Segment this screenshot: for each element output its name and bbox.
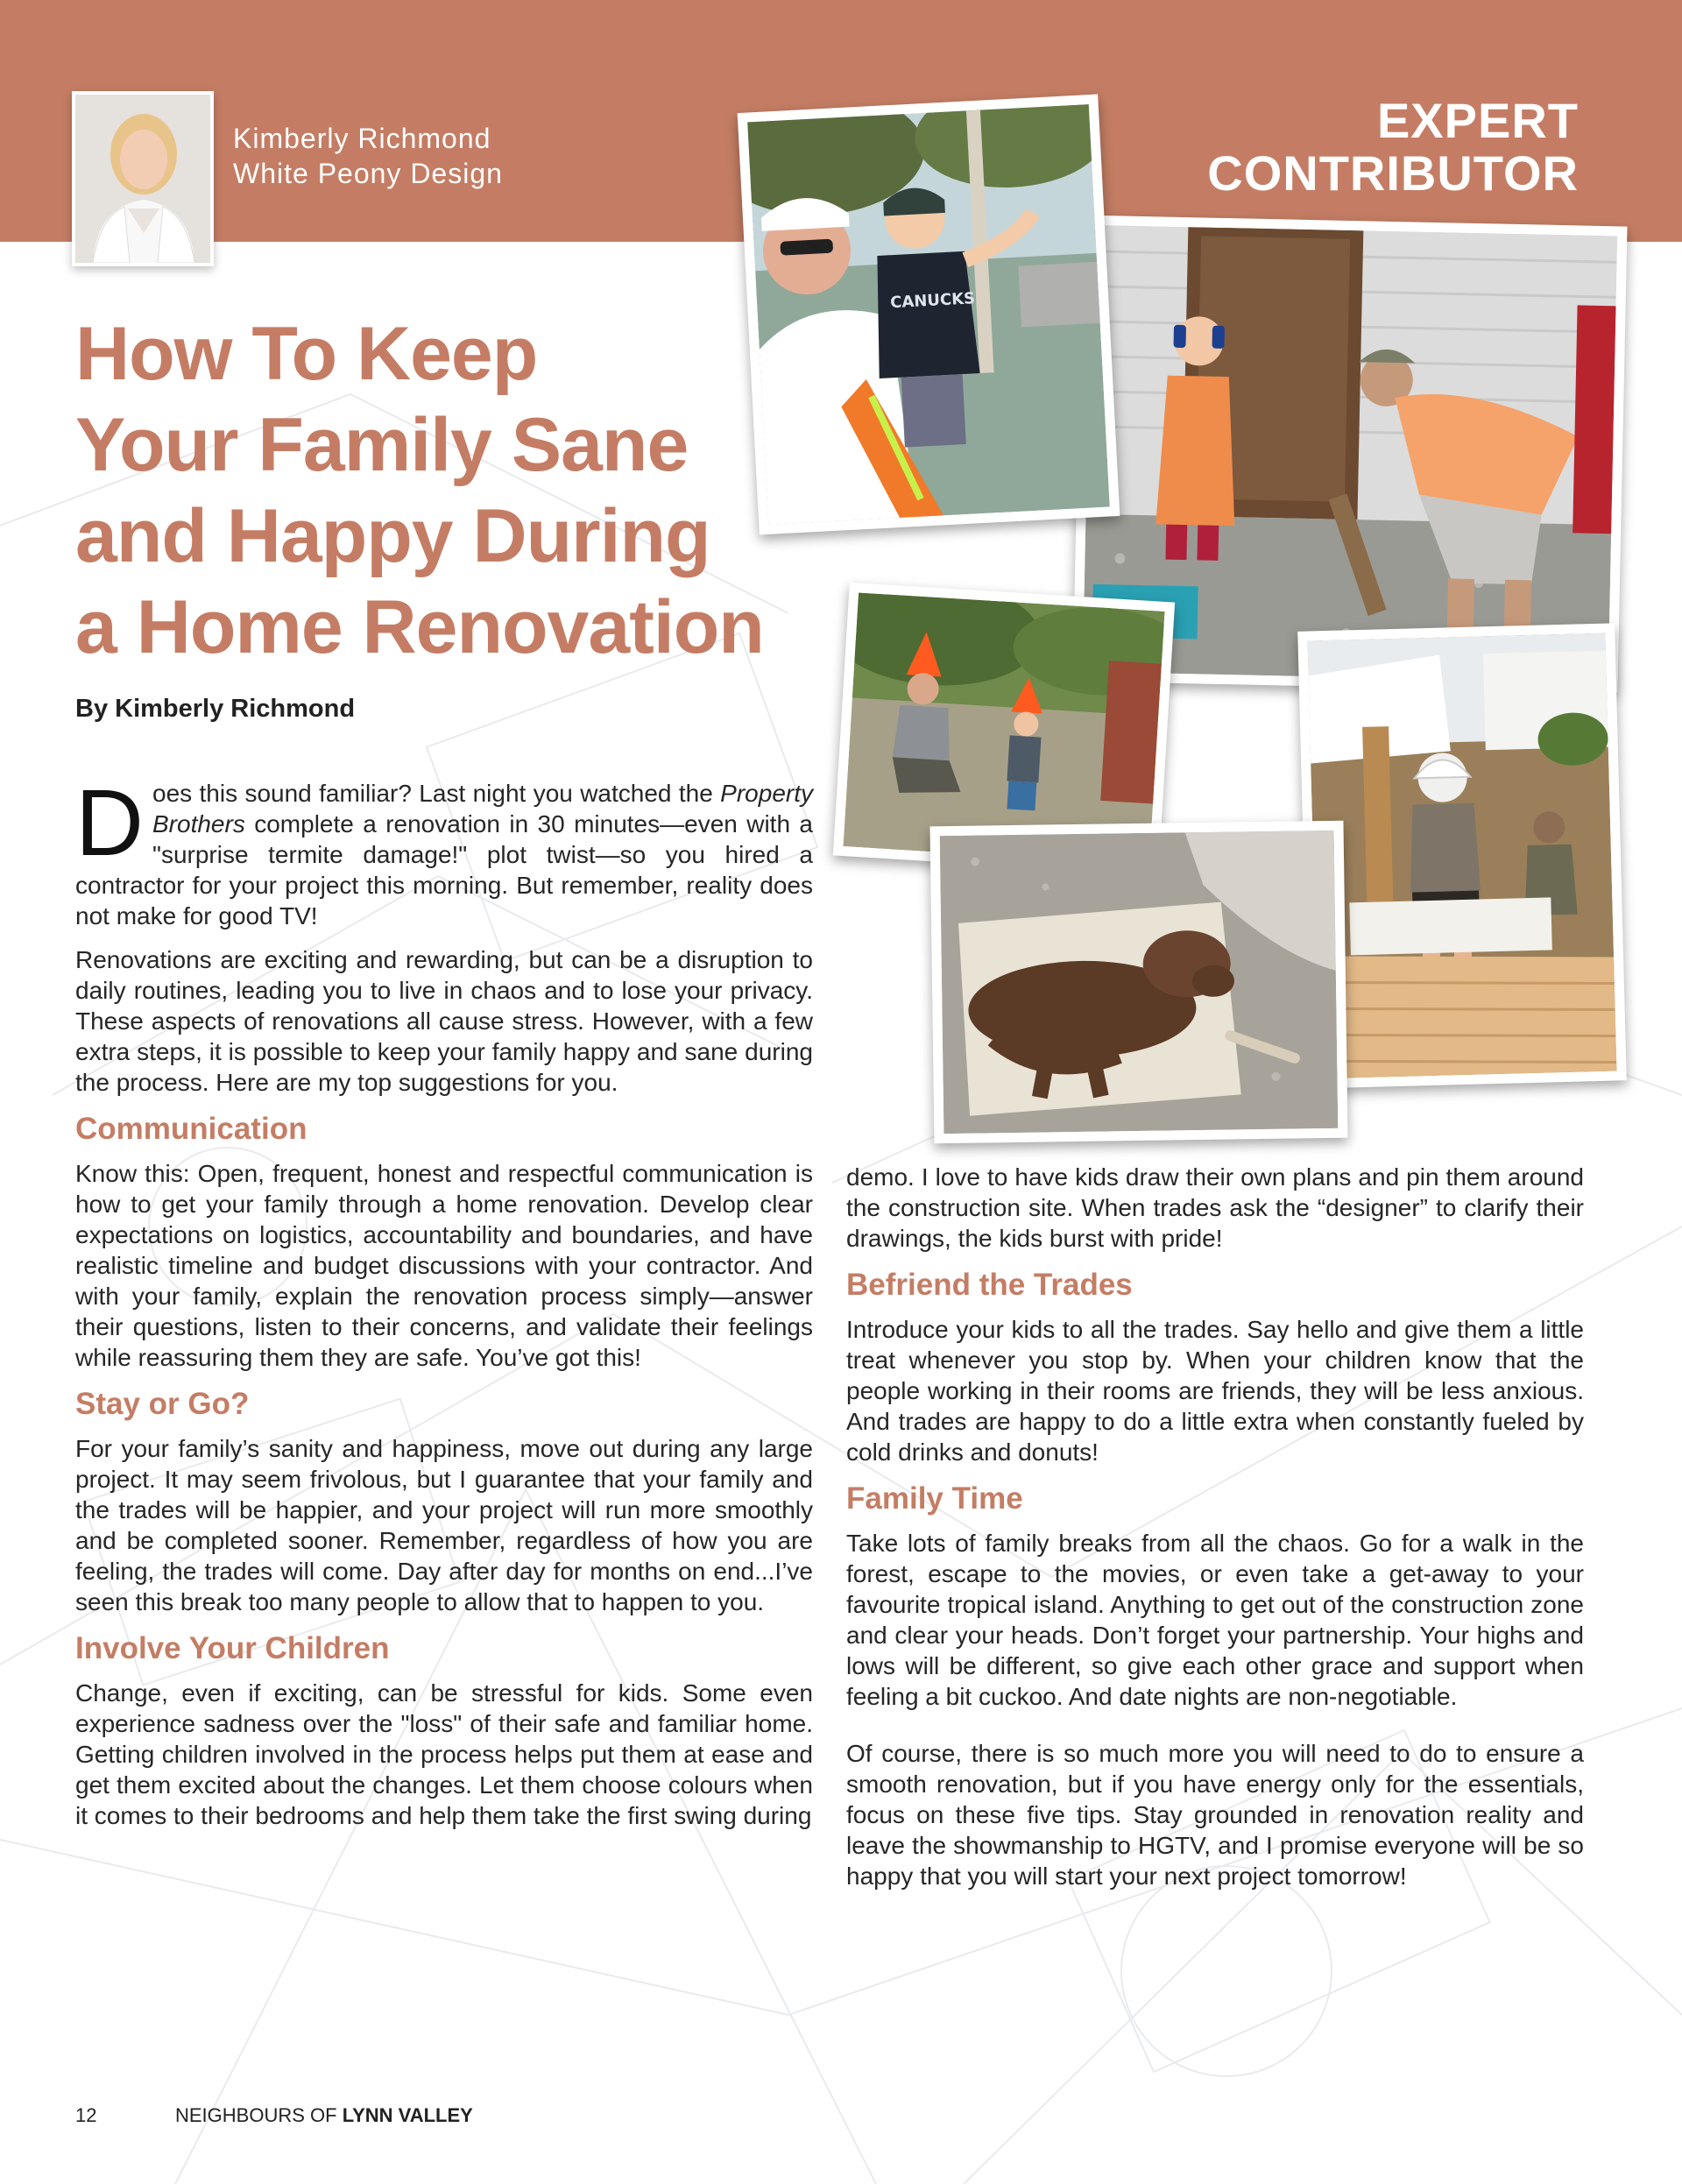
- photo-boy-hard-hat: [1297, 623, 1627, 1088]
- section-heading-stay-or-go: Stay or Go?: [75, 1387, 250, 1421]
- section-body-communication: Know this: Open, frequent, honest and respectful communication is how to get your family through a home renovation. Develop clear expectations on logistics, accountability and boundaries, and have realistic timeline and budget discussions with your contractor. And with your family, explain the renovation process simply—answer their questions, listen to their concerns, and validate their feelings while reassuring them they are safe. You’ve got this!: [75, 1160, 813, 1371]
- magazine-name: LYNN VALLEY: [342, 2104, 473, 2126]
- show-name: Property Brothers: [152, 780, 813, 838]
- section-body-family-time: Take lots of family breaks from all the chaos. Go for a walk in the forest, escape to the movies, or even take a get-away to your favourite tropical island. Anything to get out of the construction zone and clear your heads. Don’t forget your partnership. Your highs and lows will be different, so give each other grace and support when feeling a bit cuckoo. And date nights are non-negotiable.: [846, 1530, 1584, 1710]
- section-heading-family-time: Family Time: [846, 1481, 1023, 1516]
- section-heading-involve-children: Involve Your Children: [75, 1631, 390, 1665]
- section-body-involve-children-cont: demo. I love to have kids draw their own plans and pin them around the construction site. When trades ask the “designer” to clarify their drawings, the kids burst with pride!: [846, 1163, 1584, 1252]
- jersey-text: CANUCKS: [889, 289, 976, 313]
- page-footer: [75, 2104, 473, 2127]
- right-column: [846, 1162, 1584, 1905]
- section-heading-communication: Communication: [75, 1112, 307, 1146]
- author-name: Kimberly Richmond: [233, 123, 491, 154]
- paragraph: Renovations are exciting and rewarding, but can be a disruption to daily routines, leading you to live in chaos and to lose your privacy. These aspects of renovations all cause stress. However, with a few extra steps, it is possible to keep your family happy and sane during the process. Here are my top suggestions for you.: [75, 946, 813, 1096]
- section-body-befriend-trades: Introduce your kids to all the trades. Say hello and give them a little treat whenever you stop by. When your children know that the people working in their rooms are friends, they will be less anxious. And trades are happy to do a little extra when constantly fueled by cold drinks and donuts!: [846, 1316, 1584, 1466]
- drop-cap: D: [75, 769, 144, 875]
- section-body-involve-children: Change, even if exciting, can be stressful for kids. Some even experience sadness over the "loss" of their safe and familiar home. Getting children involved in the process helps put them at ease and get them excited about the changes. Let them choose colours when it comes to their bedrooms and help them take the first swing during: [75, 1679, 813, 1829]
- closing-paragraph: Of course, there is so much more you will need to do to ensure a smooth renovation, but if you have energy only for the essentials, focus on these five tips. Stay grounded in renovation reality and leave the showmanship to HGTV, and I promise everyone will be so happy that you will start your next project tomorrow!: [846, 1740, 1584, 1890]
- title-line: How To Keep: [75, 312, 538, 396]
- page-number: 12: [75, 2104, 97, 2126]
- photo-man-with-toddler: [738, 95, 1120, 535]
- section-body-stay-or-go: For your family’s sanity and happiness, move out during any large project. It may seem frivolous, but I guarantee that your family and the trades will be happier, and your project will run more smoothly and be completed sooner. Remember, regardless of how you are feeling, the trades will come. Day after day for months on end...I’ve seen this break too many people to allow that to happen to you.: [75, 1435, 813, 1615]
- title-line: and Happy During: [75, 494, 710, 578]
- photo-sleeping-dog: [929, 821, 1347, 1144]
- expert-contributor-label: [1053, 95, 1579, 200]
- intro-text-after: complete a renovation in 30 minutes—even with a "surprise termite damage!" plot twist—so you hired a contractor for your project this morning. But remember, reality does not make for good TV!: [75, 810, 813, 929]
- expert-label-line1: EXPERT: [1376, 93, 1579, 148]
- article-title: [75, 308, 829, 673]
- magazine-prefix: NEIGHBOURS OF: [175, 2104, 343, 2126]
- title-line: Your Family Sane: [75, 403, 689, 487]
- expert-label-line2: CONTRIBUTOR: [1207, 145, 1579, 201]
- author-company: White Peony Design: [233, 158, 503, 189]
- intro-text-before: oes this sound familiar? Last night you watched the: [152, 780, 721, 807]
- title-line: a Home Renovation: [75, 585, 764, 669]
- intro-paragraph: [75, 769, 813, 931]
- author-photo: [72, 91, 214, 266]
- byline: By Kimberly Richmond: [75, 695, 356, 723]
- left-column: [75, 769, 813, 1844]
- section-heading-befriend-trades: Befriend the Trades: [846, 1268, 1133, 1302]
